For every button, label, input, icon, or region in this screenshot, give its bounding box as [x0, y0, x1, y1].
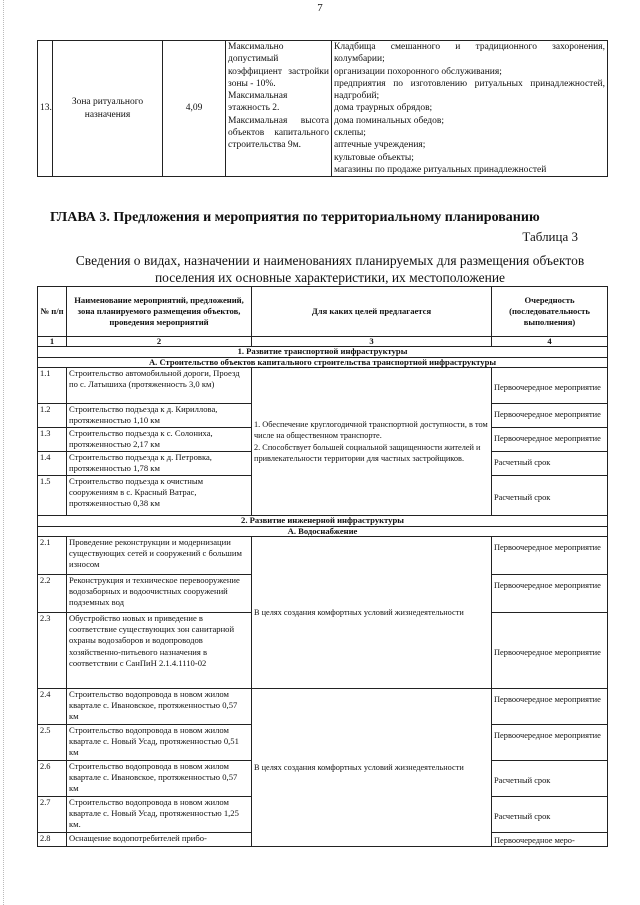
purpose-line: 1. Обеспечение круглогодичной транспортной доступности, в том числе на общественном транспорте.: [254, 420, 488, 441]
row-order: Первоочередное мероприятие: [492, 575, 608, 613]
column-number-row: [38, 337, 608, 347]
row-name: Строительство водопровода в новом жилом квартале с. Ивановское, протяженностью 0,57 км: [67, 689, 252, 725]
row-order: Расчетный срок: [492, 452, 608, 476]
table-label: Таблица 3: [522, 229, 578, 244]
row-number: 2.1: [38, 537, 67, 575]
row-order: Первоочередное мероприятие: [492, 689, 608, 725]
page-edge: [3, 0, 7, 905]
row-order: Первоочередное мероприятие: [492, 368, 608, 404]
row-name: Строительство подъезда к с. Солониха, протяженностью 2,17 км: [67, 428, 252, 452]
section-title: 1. Развитие транспортной инфраструктуры: [38, 347, 608, 358]
zone-uses: [332, 41, 608, 177]
row-order: Первоочередное меро-: [492, 833, 608, 847]
row-number: 2.2: [38, 575, 67, 613]
measures-table: [37, 286, 608, 847]
row-name: Строительство водопровода в новом жилом квартале с. Новый Усад, протяженностью 0,51 км: [67, 725, 252, 761]
param-line: Максимальная высота объектов капитального строительства 9м.: [228, 115, 329, 151]
row-order: Расчетный срок: [492, 797, 608, 833]
table-row: [38, 537, 608, 575]
row-number: 1.4: [38, 452, 67, 476]
row-number: 1.3: [38, 428, 67, 452]
use-line: культовые объекты;: [334, 152, 414, 163]
row-order: Расчетный срок: [492, 761, 608, 797]
purpose-line: 2. Способствует большей социальной защищенности жителей и привлекательности территории для частных застройщиков.: [254, 442, 481, 463]
header-num: № п/п: [38, 287, 67, 337]
row-number: 1.2: [38, 404, 67, 428]
row-name: Оснащение водопотребителей прибо-: [67, 833, 252, 847]
row-name: Строительство автомобильной дороги, Проезд по с. Латышиха (протяженность 3,0 км): [67, 368, 252, 404]
table-row: [38, 41, 608, 177]
row-number: 2.6: [38, 761, 67, 797]
row-order: Первоочередное мероприятие: [492, 537, 608, 575]
use-line: склепы;: [334, 128, 366, 139]
zone-number: 13.: [38, 41, 53, 177]
row-number: 1.5: [38, 476, 67, 516]
row-name: Обустройство новых и приведение в соответствие существующих зон санитарной охраны водозаборов и водопроводов хозяйственно-питьевого назначения в соответствии с СанПиН 2.1.4.1110-02: [67, 613, 252, 689]
row-name: Строительство водопровода в новом жилом квартале с. Ивановское, протяженностью 0,57 км: [67, 761, 252, 797]
use-line: магазины по продаже ритуальных принадлежностей: [334, 164, 547, 175]
water-purpose: В целях создания комфортных условий жизнедеятельности: [252, 689, 492, 847]
use-line: аптечные учреждения;: [334, 140, 426, 151]
zone-parameters: [226, 41, 332, 177]
param-line: Максимально допустимый коэффициент застройки зоны - 10%.: [228, 42, 329, 89]
use-line: Кладбища смешанного и традиционного захоронения, колумбарии;: [334, 42, 605, 65]
row-name: Строительство подъезда к д. Кириллова, протяженностью 1,10 км: [67, 404, 252, 428]
table-heading: Сведения о видах, назначении и наименованиях планируемых для размещения объектов поселения их основные характеристики, их местоположение: [75, 253, 585, 285]
zone-name: Зона ритуального назначения: [53, 41, 163, 177]
header-name: Наименование мероприятий, предложений, зона планируемого размещения объектов, проведения мероприятий: [67, 287, 252, 337]
row-number: 2.8: [38, 833, 67, 847]
row-name: Строительство водопровода в новом жилом квартале с. Новый Усад, протяженностью 1,25 км.: [67, 797, 252, 833]
row-number: 2.4: [38, 689, 67, 725]
subsection-title: А. Строительство объектов капитального строительства транспортной инфраструктуры: [38, 357, 608, 368]
use-line: дома поминальных обедов;: [334, 115, 444, 126]
use-line: дома траурных обрядов;: [334, 103, 433, 114]
col-number: 3: [252, 337, 492, 347]
subsection-title: А. Водоснабжение: [38, 526, 608, 537]
row-number: 2.3: [38, 613, 67, 689]
section-title: 2. Развитие инженерной инфраструктуры: [38, 516, 608, 527]
row-order: Первоочередное мероприятие: [492, 428, 608, 452]
row-number: 2.7: [38, 797, 67, 833]
section-row: [38, 347, 608, 358]
row-order: Первоочередное мероприятие: [492, 725, 608, 761]
row-order: Расчетный срок: [492, 476, 608, 516]
row-name: Строительство подъезда к очистным сооружениям в с. Красный Ватрас, протяженностью 0,38 км: [67, 476, 252, 516]
use-line: предприятия по изготовлению ритуальных принадлежностей, надгробий;: [334, 78, 605, 102]
table-row: [38, 368, 608, 404]
subsection-row: [38, 526, 608, 537]
zone-area: 4,09: [163, 41, 226, 177]
col-number: 2: [67, 337, 252, 347]
table-row: [38, 689, 608, 725]
zone-table: [37, 40, 608, 177]
row-order: Первоочередное мероприятие: [492, 613, 608, 689]
water-purpose: В целях создания комфортных условий жизнедеятельности: [252, 537, 492, 689]
section-row: [38, 516, 608, 527]
row-name: Строительство подъезда к д. Петровка, протяженностью 1,78 км: [67, 452, 252, 476]
col-number: 4: [492, 337, 608, 347]
row-order: Первоочередное мероприятие: [492, 404, 608, 428]
param-line: Максимальная этажность 2.: [228, 91, 288, 114]
row-name: Проведение реконструкции и модернизации существующих сетей и сооружений с большим износом: [67, 537, 252, 575]
row-name: Реконструкция и техническое перевооружение водозаборных и водоочистных сооружений подземных вод: [67, 575, 252, 613]
header-order: Очередность (последовательность выполнения): [492, 287, 608, 337]
subsection-row: [38, 357, 608, 368]
row-number: 1.1: [38, 368, 67, 404]
header-purpose: Для каких целей предлагается: [252, 287, 492, 337]
transport-purpose: [252, 368, 492, 516]
header-row: [38, 287, 608, 337]
chapter-title: ГЛАВА 3. Предложения и мероприятия по территориальному планированию: [50, 210, 540, 225]
row-number: 2.5: [38, 725, 67, 761]
page-number: 7: [317, 2, 323, 14]
use-line: организации похоронного обслуживания;: [334, 66, 502, 77]
col-number: 1: [38, 337, 67, 347]
